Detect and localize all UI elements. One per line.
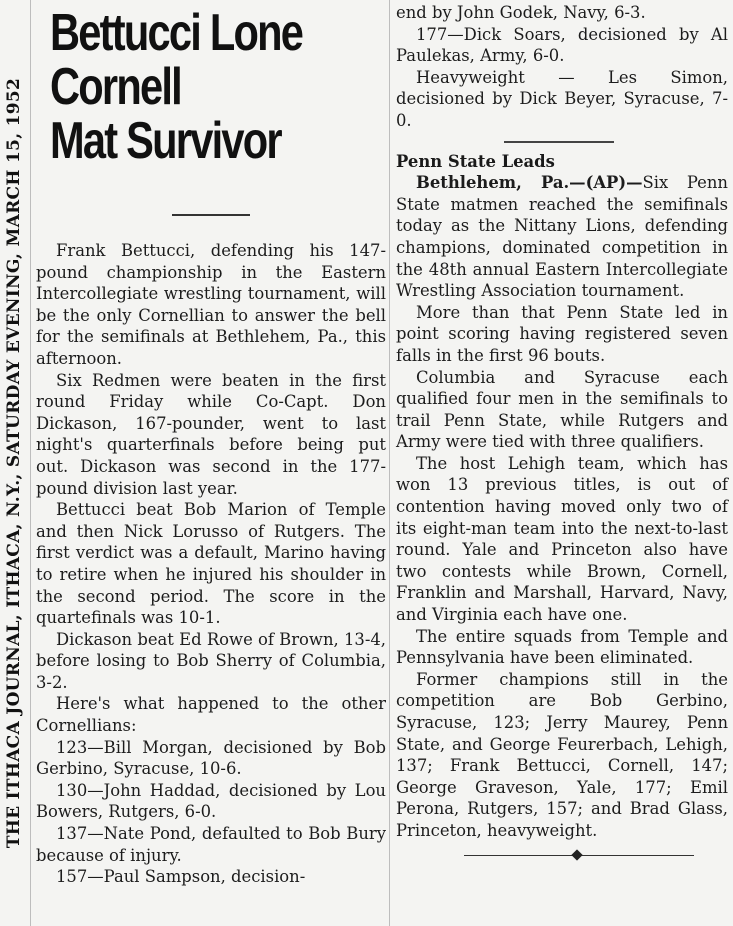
result-item: Heavyweight — Les Simon, decisioned by Dick Beyer, Syracuse, 7-0. [396,67,728,130]
result-item: 137—Nate Pond, defaulted to Bob Bury because of injury. [36,824,386,865]
sidebar-paragraph: The host Lehigh team, which has won 13 previous titles, is out of contention having moved only two of its eight-man team into the next-to-last round. Yale and Princeton also have two contests while Brown, Cornell, Franklin and Marshall, Harvard, Navy, and Virginia each have one. [396,453,728,625]
end-of-story-rule [464,850,694,862]
sidebar-paragraph: More than that Penn State led in point scoring having registered seven falls in the first 96 bouts. [396,302,728,365]
masthead-strip [0,0,31,926]
article-paragraph: Here's what happened to the other Cornellians: [36,694,386,736]
article-paragraph: Frank Bettucci, defending his 147-pound championship in the Eastern Intercollegiate wrestling tournament, will be the only Cornellian to answer the bell for the semifinals at Bethlehem, Pa., this afternoon. [36,241,386,368]
sidebar-lead-text: Six Penn State matmen reached the semifinals today as the Nittany Lions, defending champions, dominated competition in the 48th annual Eastern Intercollegiate Wrestling Association tournament. [396,173,728,301]
sidebar-paragraph: Columbia and Syracuse each qualified four men in the semifinals to trail Penn State, while Rutgers and Army were tied with three qualifiers. [396,367,728,452]
headline-divider [172,214,250,216]
article-paragraph: Bettucci beat Bob Marion of Temple and then Nick Lorusso of Rutgers. The first verdict was a default, Marino having to retire when he injured his shoulder in the second period. The score in the quartefinals was 10-1. [36,500,386,628]
sidebar-paragraph: The entire squads from Temple and Pennsylvania have been eliminated. [396,626,728,668]
sidebar-dateline: Bethlehem, Pa.—(AP)— [416,173,643,193]
sidebar-paragraph: Former champions still in the competition are Bob Gerbino, Syracuse, 123; Jerry Maurey, Penn State, and George Feurerbach, Lehigh, 137; Frank Bettucci, Cornell, 147; George Graveson, Yale, 177; Emil Perona, Rutgers, 157; and Brad Glass, Princeton, heavyweight. [396,669,728,840]
diamond-ornament-icon [571,849,582,860]
article-paragraph: Dickason beat Ed Rowe of Brown, 13-4, before losing to Bob Sherry of Columbia, 3-2. [36,629,386,692]
headline-line-1: Bettucci Lone [50,4,303,62]
result-item-continued: end by John Godek, Navy, 6-3. [396,3,646,22]
headline-line-2: Cornell [50,58,181,116]
right-column [396,0,728,926]
sidebar-lead-paragraph [396,172,728,302]
masthead-dateline: THE ITHACA JOURNAL, ITHACA, N.Y., SATURDAY EVENING, MARCH 15, 1952 [4,77,24,849]
main-article-column [36,0,386,926]
headline-line-3: Mat Survivor [50,112,281,170]
result-item: 177—Dick Soars, decisioned by Al Paulekas, Army, 6-0. [396,24,728,66]
article-headline [50,6,319,168]
sidebar-subhead: Penn State Leads [396,151,555,171]
column-divider [389,0,390,926]
result-item: 123—Bill Morgan, decisioned by Bob Gerbino, Syracuse, 10-6. [36,737,386,779]
result-item: 130—John Haddad, decisioned by Lou Bowers, Rutgers, 6-0. [36,780,386,822]
result-item: 157—Paul Sampson, decision- [56,867,306,887]
article-paragraph: Six Redmen were beaten in the first round Friday while Co-Capt. Don Dickason, 167-pounder, went to last night's quarterfinals before being put out. Dickason was second in the 177-pound division last year. [36,370,386,498]
article-body [36,240,386,888]
section-divider [504,141,614,143]
